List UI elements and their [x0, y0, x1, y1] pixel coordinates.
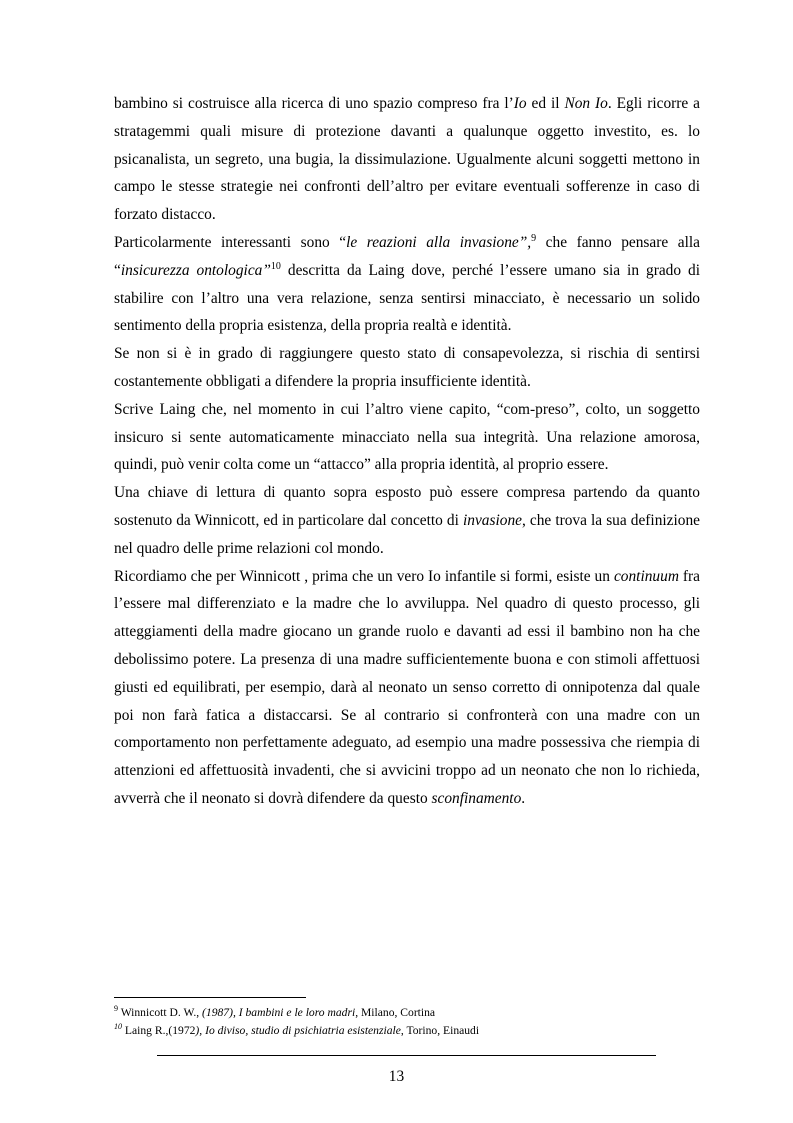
italic-term: le reazioni alla invasione”, [346, 233, 532, 251]
italic-term: continuum [613, 567, 679, 585]
footnote-number: 9 [114, 1004, 118, 1013]
footnote-title: ), Io diviso, studio di psichiatria esistenziale [195, 1024, 401, 1037]
footnote-number: 10 [114, 1022, 122, 1031]
text-run: Ricordiamo che per Winnicott , prima che un vero Io infantile si formi, esiste un [114, 567, 614, 585]
footnote-text: Winnicott D. W., [118, 1006, 203, 1019]
footnote-ref-9[interactable]: 9 [531, 232, 537, 244]
paragraph [114, 563, 700, 813]
footnotes [114, 1004, 700, 1040]
footnote-text: , Torino, Einaudi [400, 1024, 480, 1037]
text-run: . [521, 789, 526, 807]
footnote-divider [114, 997, 306, 998]
italic-term: Non Io [564, 95, 608, 112]
body-text [114, 90, 700, 813]
text-run: che fanno pensare alla “ [114, 233, 700, 279]
paragraph: Se non si è in grado di raggiungere questo stato di consapevolezza, si rischia di sentirsi costantemente obbligati a difendere la propria insufficiente identità. [114, 345, 700, 390]
footnote-text: Laing R.,(1972 [122, 1024, 196, 1037]
text-run: . Egli ricorre a stratagemmi quali misure di protezione davanti a qualunque oggetto investito, es. lo psicanalista, un segreto, una bugia, la dissimulazione. Ugualmente alcuni soggetti mettono in campo le stesse strategie nei confronti dell’altro per evitare eventuali sofferenze in caso di forzato distacco. [114, 95, 701, 224]
footnote-ref-10[interactable]: 10 [270, 260, 281, 272]
paragraph [114, 229, 700, 340]
page-number: 13 [388, 1068, 405, 1085]
italic-term: invasione [462, 511, 522, 529]
text-run: Particolarmente interessanti sono “ [114, 233, 347, 251]
italic-term: Io [513, 95, 527, 112]
text-run: bambino si costruisce alla ricerca di uno spazio compreso fra l’ [114, 95, 514, 112]
footer-divider [157, 1055, 656, 1056]
text-run: ed il [526, 95, 565, 112]
italic-term: sconfinamento [431, 789, 522, 807]
text-run: , che trova la sua definizione nel quadro delle prime relazioni col mondo. [114, 511, 701, 557]
paragraph [114, 90, 700, 229]
footnote-text: , Milano, Cortina [355, 1006, 436, 1019]
footnote-10 [114, 1022, 700, 1040]
text-run: fra l’essere mal differenziato e la madre che lo avviluppa. Nel quadro di questo processo, gli atteggiamenti della madre giocano un grande ruolo e davanti ad essi il bambino non ha che debolissimo potere. La presenza di una madre sufficientemente buona e con stimoli affettuosi giusti ed equilibrati, per esempio, darà al neonato un senso corretto di onnipotenza dal quale poi non farà fatica a distaccarsi. Se al contrario si confronterà con una madre con un comportamento non perfettamente adeguato, ad esempio una madre possessiva che riempia di attenzioni ed affettuosità invadenti, che si avvicini troppo ad un neonato che non lo richieda, avverrà che il neonato si dovrà difendere da questo [114, 567, 701, 807]
text-run: descritta da Laing dove, perché l’essere umano sia in grado di stabilire con l’altro una vera relazione, senza sentirsi minacciato, è necessario un solido sentimento della propria esistenza, della propria realtà e identità. [114, 261, 700, 335]
text-run: Una chiave di lettura di quanto sopra esposto può essere compresa partendo da quanto sostenuto da Winnicott, ed in particolare dal concetto di [114, 484, 700, 529]
paragraph [114, 479, 700, 562]
italic-term: insicurezza ontologica” [120, 261, 271, 279]
footnote-9 [114, 1004, 700, 1022]
footnote-title: (1987), I bambini e le loro madri [202, 1006, 356, 1019]
paragraph: Scrive Laing che, nel momento in cui l’altro viene capito, “com-preso”, colto, un soggetto insicuro si sente automaticamente minacciato nella sua integrità. Una relazione amorosa, quindi, può venir colta come un “attacco” alla propria identità, al proprio essere. [114, 400, 700, 474]
